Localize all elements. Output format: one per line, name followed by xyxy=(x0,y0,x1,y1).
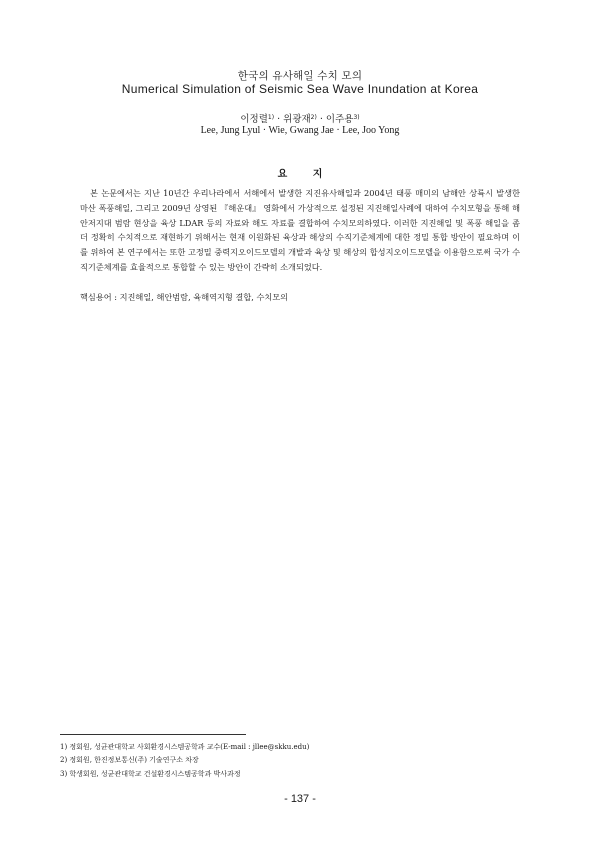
keywords-line: 핵심용어 : 지진해일, 해안범람, 육해역지형 결합, 수치모의 xyxy=(80,292,289,302)
author-footnote-mark: 3) xyxy=(353,114,360,121)
author-footnote-mark: 1) xyxy=(267,114,275,121)
page-number: - 137 - xyxy=(284,793,316,805)
footnotes xyxy=(60,741,520,781)
abstract-paragraph: 본 논문에서는 지난 10년간 우리나라에서 서해에서 발생한 지진유사해일과 2004년 태풍 매미의 남해안 상륙시 발생한 마산 폭풍해일, 그리고 2009년 상영된 『해운대』 영화에서 가상적으로 설정된 지진해일사례에 대하여 수치모형을 통해 해안저지대 범람 현상을 육상 LDAR 등의 자료와 해도 자료를 결합하여 수치모의하였다. 이러한 지진해일 및 폭풍 해일을 좀 더 정확히 수치적으로 재현하기 위해서는 현재 이원화된 육상과 해상의 수직기준체계에 대한 정밀 통합 방안이 필요하며 이를 위하여 본 연구에서는 또한 고정밀 중력지오이드모델의 개발과 육상 및 해상의 합성지오이드모델을 이용함으로써 국가 수직기준체계를 효율적으로 통합할 수 있는 방안이 간략히 소개되었다. xyxy=(80,188,520,272)
author-separator: · xyxy=(316,114,326,125)
footnote-item: 3) 학생회원, 성균관대학교 건설환경시스템공학과 박사과정 xyxy=(60,769,241,778)
author-name: 이주용 xyxy=(325,114,354,125)
korean-title: 한국의 유사해일 수치 모의 xyxy=(237,70,363,82)
english-title: Numerical Simulation of Seismic Sea Wave Inundation at Korea xyxy=(121,82,479,96)
footnote-divider xyxy=(60,734,246,735)
korean-authors xyxy=(0,111,600,125)
footnote-item: 2) 정회원, 한진정보통신(주) 기술연구소 차장 xyxy=(60,756,199,765)
abstract-body xyxy=(80,186,520,275)
author-separator: · xyxy=(274,114,284,125)
abstract-heading: 요 지 xyxy=(277,169,323,180)
footnote-item: 1) 정회원, 성균관대학교 사회환경시스템공학과 교수(E-mail : jllee@skku.edu) xyxy=(60,743,310,751)
author-footnote-mark: 2) xyxy=(310,114,317,121)
english-authors: Lee, Jung Lyul · Wie, Gwang Jae · Lee, Joo Yong xyxy=(200,125,400,136)
author-name: 위광재 xyxy=(283,114,311,125)
author-name: 이정렬 xyxy=(240,114,268,125)
